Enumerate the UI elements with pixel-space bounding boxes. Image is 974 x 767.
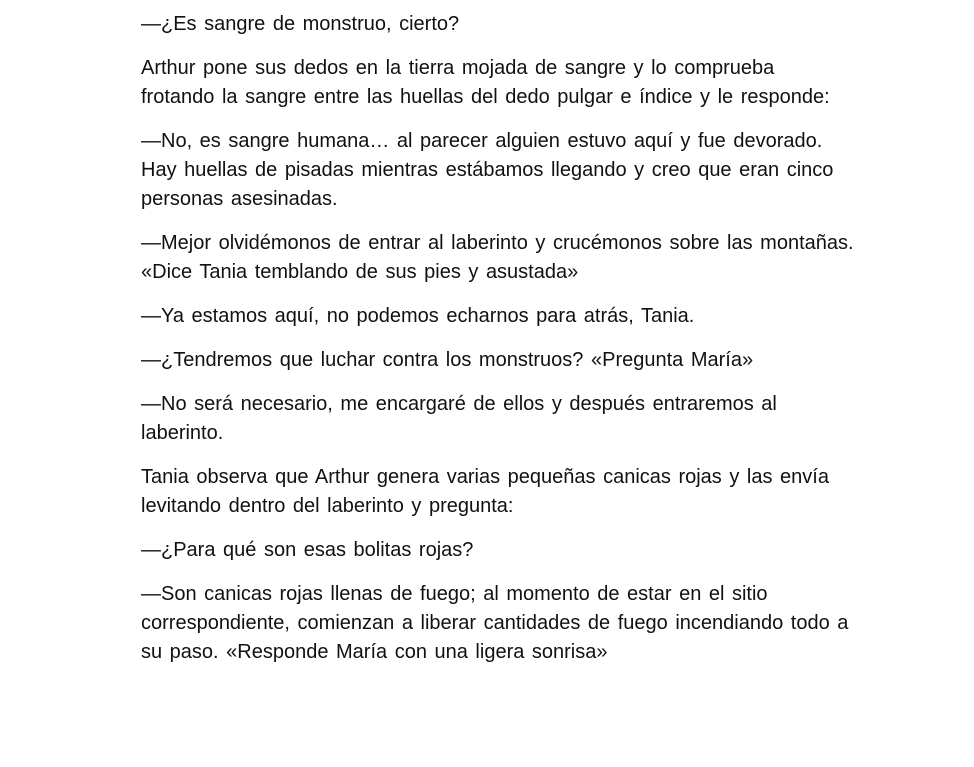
paragraph: —No, es sangre humana… al parecer alguien estuvo aquí y fue devorado. Hay huellas de pisadas mientras estábamos llegando y creo que eran cinco personas asesinadas. bbox=[141, 130, 834, 210]
paragraph: —No será necesario, me encargaré de ellos y después entraremos al laberinto. bbox=[141, 393, 777, 444]
paragraph: —Ya estamos aquí, no podemos echarnos para atrás, Tania. bbox=[141, 305, 695, 327]
paragraph: —Mejor olvidémonos de entrar al laberinto y crucémonos sobre las montañas. «Dice Tania temblando de sus pies y asustada» bbox=[141, 232, 854, 283]
paragraph: —¿Es sangre de monstruo, cierto? bbox=[141, 13, 460, 35]
paragraph: Arthur pone sus dedos en la tierra mojada de sangre y lo comprueba frotando la sangre entre las huellas del dedo pulgar e índice y le responde: bbox=[141, 57, 830, 108]
paragraph: Tania observa que Arthur genera varias pequeñas canicas rojas y las envía levitando dentro del laberinto y pregunta: bbox=[141, 466, 829, 517]
paragraph: —Son canicas rojas llenas de fuego; al momento de estar en el sitio correspondiente, comienzan a liberar cantidades de fuego incendiando todo a su paso. «Responde María con una ligera sonrisa» bbox=[141, 583, 849, 663]
paragraph: —¿Tendremos que luchar contra los monstruos? «Pregunta María» bbox=[141, 349, 754, 371]
paragraph: —¿Para qué son esas bolitas rojas? bbox=[141, 539, 474, 561]
